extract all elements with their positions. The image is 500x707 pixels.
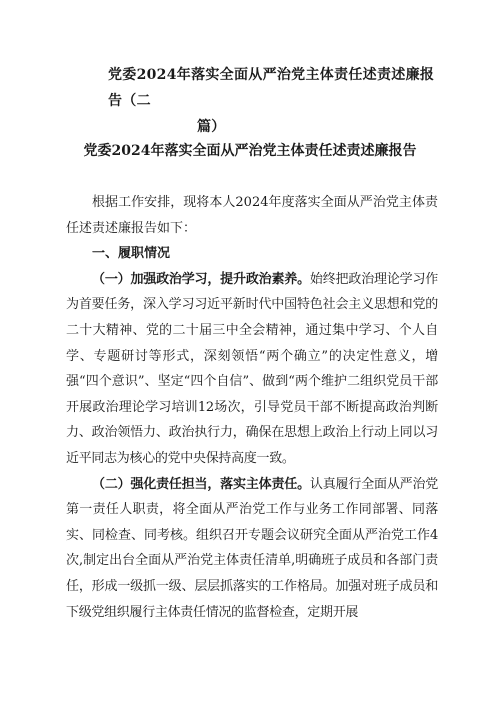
paragraph-responsibility xyxy=(66,472,438,626)
paragraph-responsibility-body: 认真履行全面从严治党第一责任人职责，将全面从严治党工作与业务工作同部署、同落实、同检查、同考核。组织召开专题会议研究全面从严治党工作4次,制定出台全面从严治党主体责任清单,明确班子成员和各部门责任，形成一级抓一级、层层抓落实的工作格局。加强对班子成员和下级党组织履行主体责任情况的监督检查，定期开展 xyxy=(66,476,438,620)
document-title-line1: 党委2024年落实全面从严治党主体责任述责述廉报告（二 xyxy=(108,67,435,109)
paragraph-political-study xyxy=(66,267,438,472)
document-subtitle: 党委2024年落实全面从严治党主体责任述责述廉报告 xyxy=(83,143,417,159)
paragraph-political-study-body: 始终把政治理论学习作为首要任务，深入学习习近平新时代中国特色社会主义思想和党的二十大精神、党的二十届三中全会精神，通过集中学习、个人自学、专题研讨等形式，深刻领悟“两个确立”的决定性意义，增强“四个意识”、坚定“四个自信”、做到“两个维护二组织党员干部开展政治理论学习培训12场次，引导党员干部不断提高政治判断力、政治领悟力、政治执行力，确保在思想上政治上行动上同以习近平同志为核心的党中央保持高度一致。 xyxy=(66,271,438,466)
document-title xyxy=(108,62,440,140)
section-heading-performance: 一、履职情况 xyxy=(92,246,171,262)
paragraph-responsibility-lead: （二）强化责任担当，落实主体责任。 xyxy=(92,476,310,492)
paragraph-political-study-lead: （一）加强政治学习，提升政治素养。 xyxy=(92,271,310,287)
document-title-line2: 篇） xyxy=(197,119,226,135)
intro-paragraph: 根据工作安排，现将本人2024年度落实全面从严治党主体责任述责述廉报告如下： xyxy=(66,195,438,236)
document-body xyxy=(66,190,438,625)
